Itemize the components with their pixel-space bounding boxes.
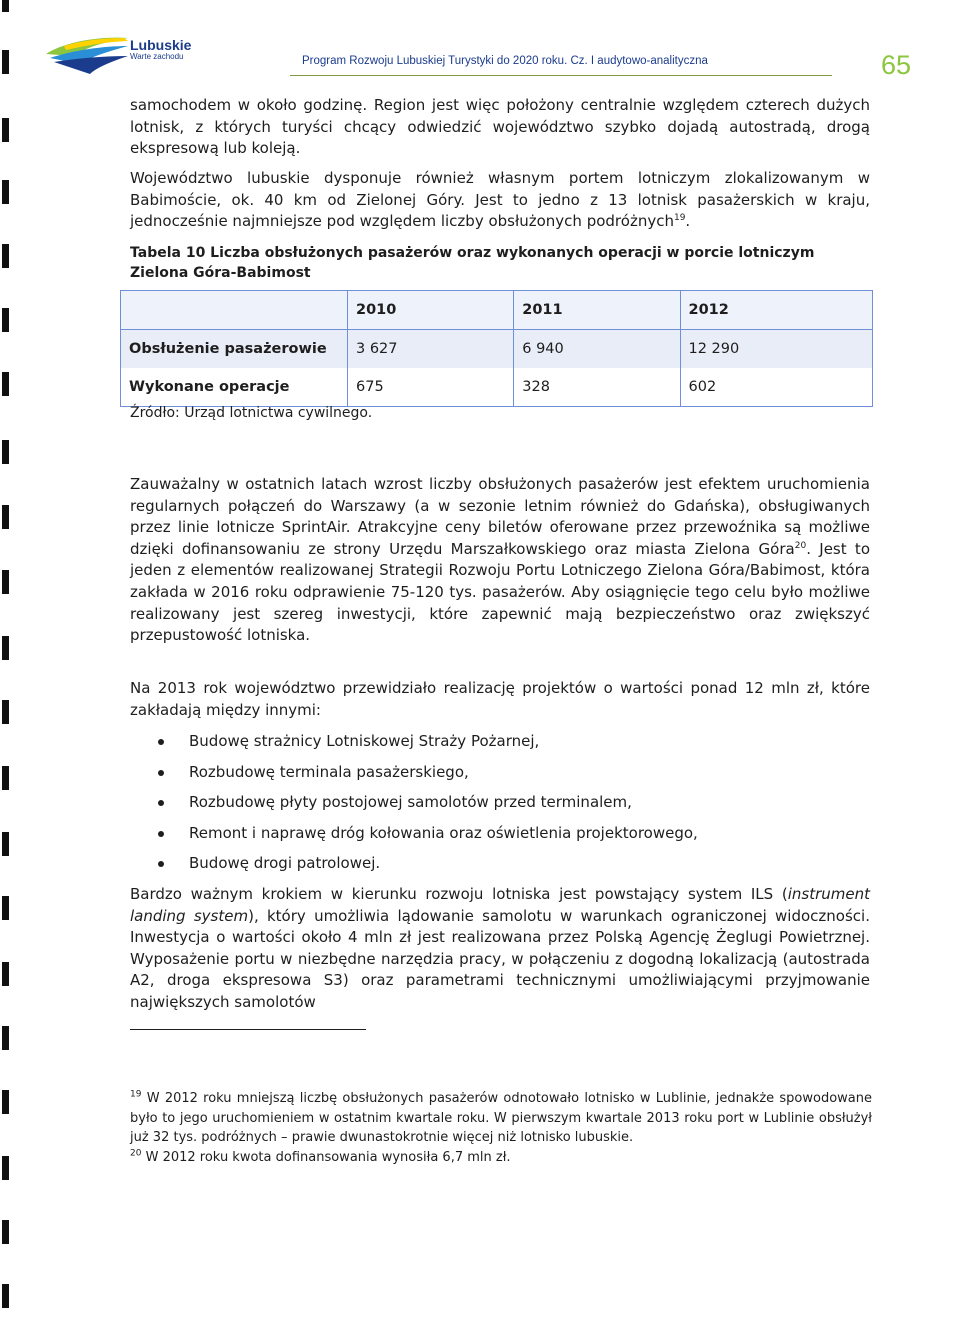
bullet-icon xyxy=(158,739,164,745)
paragraph-text: Na 2013 rok województwo przewidziało realizację projektów o wartości ponad 12 mln zł, które zakładają między innymi: xyxy=(130,679,870,719)
bullet-icon xyxy=(158,770,164,776)
bullet-icon xyxy=(158,861,164,867)
paragraph-text: samochodem w około godzinę. Region jest więc położony centralnie względem czterech dużych lotnisk, z których turyści chcący odwiedzić województwo szybko dojadą autostradą, drogą ekspresową lub koleją. xyxy=(130,96,870,158)
paragraph-text: Zauważalny w ostatnich latach wzrost liczby obsłużonych pasażerów jest efektem uruchomienia regularnych połączeń do Warszawy (a w sezonie letnim również do Gdańska), obsługiwanych przez linie lotnicze SprintAir. Atrakcyjne ceny biletów oferowane przez przewoźnika są możliwe dzięki dofinansowaniu ze strony Urzędu Marszałkowskiego oraz miasta Zielona Góra$^{20}$. Jest to jeden z elementów realizowanej Strategii Rozwoju Portu Lotniczego Zielona Góra/Babimost, która zakłada w 2016 roku odprawienie 75-120 tys. pasażerów. Aby osiągnięcie tego celu było możliwe realizowany jest szereg inwestycji, które zapewnić mają bezpieczeństwo oraz zwiększyć przepustowość lotniska. xyxy=(130,475,870,645)
paragraph-ils xyxy=(130,884,870,1014)
paragraph-growth xyxy=(130,474,870,647)
row-label: Obsłużenie pasażerowie xyxy=(121,330,347,368)
footnote-ref-19[interactable]: 19 xyxy=(673,213,686,224)
table-cell: 12 290 xyxy=(680,330,873,368)
list-item: Rozbudowę płyty postojowej samolotów przed terminalem, xyxy=(130,792,870,823)
header-rule xyxy=(290,75,832,76)
footnote-separator xyxy=(130,1029,366,1030)
passengers-table xyxy=(120,290,873,407)
list-item: Remont i naprawę dróg kołowania oraz oświetlenia projektorowego, xyxy=(130,823,870,854)
column-header: 2011 xyxy=(513,291,679,330)
list-item: Rozbudowę terminala pasażerskiego, xyxy=(130,762,870,793)
table-cell: 6 940 xyxy=(513,330,679,368)
table-header-row xyxy=(121,291,872,330)
bullet-icon xyxy=(158,831,164,837)
binding-marks xyxy=(0,0,14,1319)
list-item: Budowę drogi patrolowej. xyxy=(130,853,870,884)
paragraph-intro xyxy=(130,95,870,160)
footnote-ref-20[interactable]: 20 xyxy=(794,540,807,551)
paragraph-investments xyxy=(130,678,870,721)
table-row xyxy=(121,368,872,406)
table-row xyxy=(121,330,872,368)
row-label: Wykonane operacje xyxy=(129,379,290,395)
footnote: $^{20}$ W 2012 roku kwota dofinansowania wynosiła 6,7 mln zł. xyxy=(130,1148,511,1165)
paragraph-text: Województwo lubuskie dysponuje również własnym portem lotniczym zlokalizowanym w Babimoście, ok. 40 km od Zielonej Góry. Jest to jedno z 13 lotnisk pasażerskich w kraju, jednocześnie najmniejsze pod względem liczby obsłużonych podróżnych$^{19}$. xyxy=(130,169,870,231)
paragraph-text: Bardzo ważnym krokiem w kierunku rozwoju lotniska jest powstający system ILS (instrument landing system), który umożliwia lądowanie samolotu w warunkach ograniczonej widoczności. Inwestycja o wartości około 4 mln zł jest realizowana przez Polską Agencję Żeglugi Powietrznej. Wyposażenie portu w niezbędne narzędzia pracy, w połączeniu z dogodną lokalizacją (autostrada A2, droga ekspresowa S3) oraz parametrami technicznymi umożliwiającymi przyjmowanie największych samolotów xyxy=(130,885,870,1011)
bullet-icon xyxy=(158,800,164,806)
investment-list xyxy=(130,731,870,884)
table-corner-cell xyxy=(121,291,347,330)
logo-tagline: Warte zachodu xyxy=(130,52,184,61)
table-caption: Tabela 10 Liczba obsłużonych pasażerów oraz wykonanych operacji w porcie lotniczym Zielona Góra-Babimost xyxy=(130,245,815,281)
list-item: Budowę strażnicy Lotniskowej Straży Pożarnej, xyxy=(130,731,870,762)
table-source: Źródło: Urząd lotnictwa cywilnego. xyxy=(130,405,373,421)
page-number: 65 xyxy=(881,50,912,80)
footnote: $^{19}$ W 2012 roku mniejszą liczbę obsłużonych pasażerów odnotowało lotnisko w Lublinie, jednakże spowodowane było to jego uruchomieniem w ostatnim kwartale roku. W pierwszym kwartale 2013 roku port w Lublinie obsłużył już 32 tys. podróżnych – prawie dwunastokrotnie więcej niż lotnisko lubuskie. xyxy=(130,1089,872,1145)
running-header-title: Program Rozwoju Lubuskiej Turystyki do 2020 roku. Cz. I audytowo-analityczna xyxy=(302,55,708,67)
column-header: 2012 xyxy=(680,291,873,330)
column-header: 2010 xyxy=(347,291,513,330)
paragraph-airport xyxy=(130,168,870,233)
table-cell: 675 xyxy=(347,368,513,406)
page-header xyxy=(44,30,924,90)
logo-name: Lubuskie xyxy=(130,37,192,53)
table-cell: 602 xyxy=(680,368,873,406)
table-cell: 328 xyxy=(513,368,679,406)
table-cell: 3 627 xyxy=(347,330,513,368)
footnotes xyxy=(130,1089,872,1167)
